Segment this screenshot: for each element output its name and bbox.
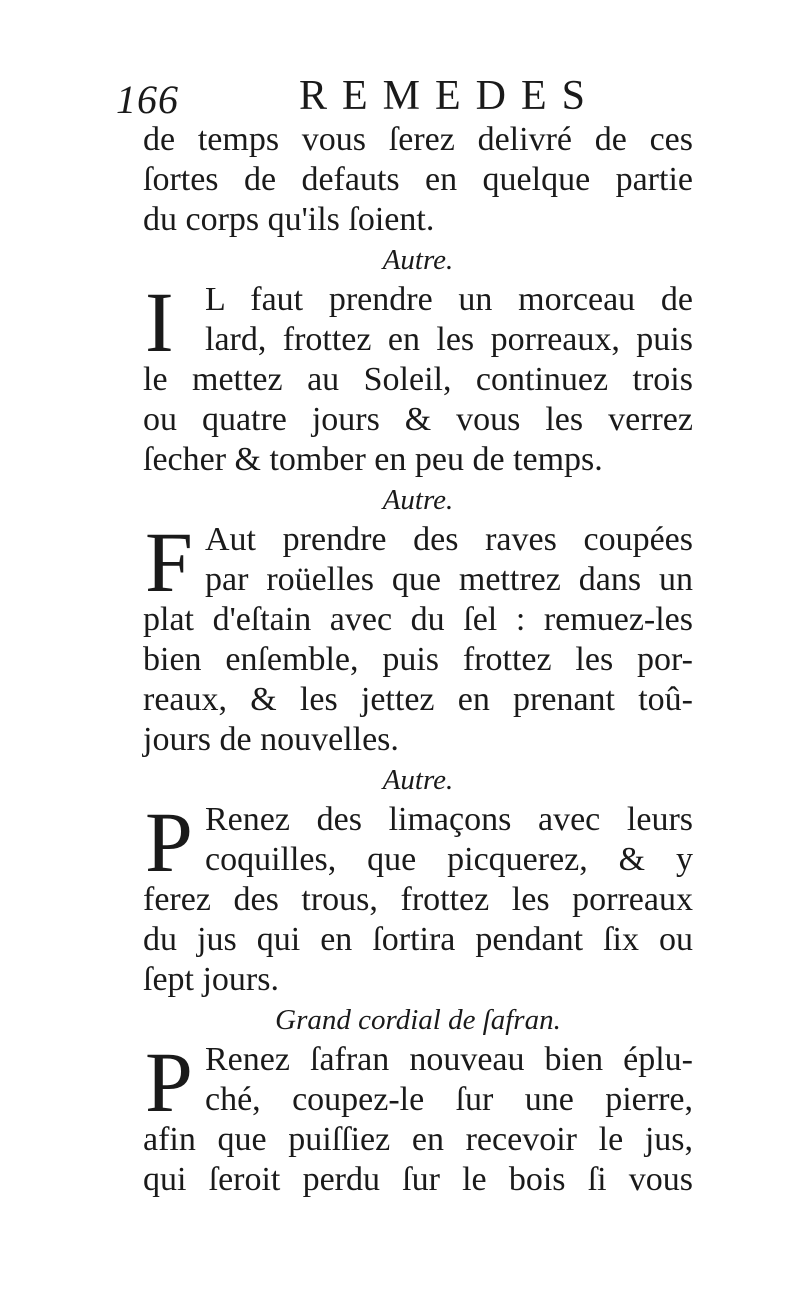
text-line: par roüelles que mettrez dans un [205, 561, 693, 598]
text-line: ou quatre jours & vous les verrez [143, 401, 693, 438]
page-body [143, 120, 693, 1200]
text-line: bien enſemble, puis frottez les por- [143, 641, 693, 678]
text-line: ſecher & tomber en peu de temps. [143, 441, 603, 478]
page-number: 166 [116, 77, 179, 122]
text-line: ferez des trous, frottez les porreaux [143, 881, 693, 918]
text-line: ſept jours. [143, 961, 279, 998]
text-line: jours de nouvelles. [143, 721, 399, 758]
opening-paragraph [143, 120, 693, 240]
text-line: Aut prendre des raves coupées [205, 521, 693, 558]
section-heading: Autre. [382, 484, 454, 516]
text-line: Renez des limaçons avec leurs [205, 801, 693, 838]
text-line: le mettez au Soleil, continuez trois [143, 361, 693, 398]
text-line: de temps vous ſerez delivré de ces [143, 121, 693, 158]
text-line: plat d'eſtain avec du ſel : remuez-les [143, 601, 693, 638]
remedy-paragraph [143, 794, 693, 1000]
remedy-paragraph [143, 514, 693, 760]
drop-cap: P [145, 794, 193, 890]
section-heading: Grand cordial de ſafran. [275, 1004, 561, 1036]
text-line: afin que puiſſiez en recevoir le jus, [143, 1121, 693, 1158]
text-line: du jus qui en ſortira pendant ſix ou [143, 921, 693, 958]
section-heading: Autre. [382, 764, 454, 796]
text-line: coquilles, que picquerez, & y [205, 841, 693, 878]
text-line: L faut prendre un morceau de [205, 281, 693, 318]
running-head: REMEDES [299, 73, 601, 119]
text-line: lard, frottez en les porreaux, puis [205, 321, 693, 358]
drop-cap: P [145, 1034, 193, 1130]
remedy-paragraph [143, 1034, 693, 1200]
text-line: ché, coupez-le ſur une pierre, [205, 1081, 693, 1118]
text-line: Renez ſafran nouveau bien éplu- [205, 1041, 693, 1078]
text-line: du corps qu'ils ſoient. [143, 201, 435, 238]
drop-cap: I [145, 274, 174, 370]
section-heading: Autre. [382, 244, 454, 276]
remedy-paragraph [143, 274, 693, 480]
drop-cap: F [145, 514, 193, 610]
text-line: ſortes de defauts en quelque partie [143, 161, 693, 198]
text-line: qui ſeroit perdu ſur le bois ſi vous [143, 1161, 693, 1198]
text-line: reaux, & les jettez en prenant toû- [143, 681, 693, 718]
